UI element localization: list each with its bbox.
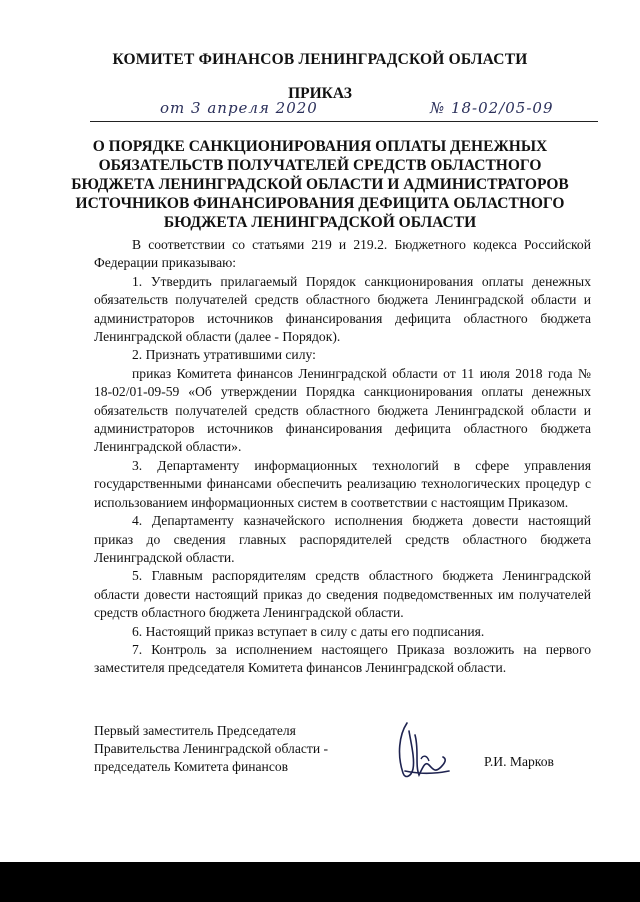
document-body <box>94 236 591 678</box>
scan-bottom-border <box>0 862 640 902</box>
title-line: ОБЯЗАТЕЛЬСТВ ПОЛУЧАТЕЛЕЙ СРЕДСТВ ОБЛАСТНОГО <box>98 157 542 174</box>
position-line: Первый заместитель Председателя <box>94 723 296 738</box>
signer-position <box>94 722 328 776</box>
committee-header: КОМИТЕТ ФИНАНСОВ ЛЕНИНГРАДСКОЙ ОБЛАСТИ <box>112 51 528 68</box>
position-line: Правительства Ленинградской области - <box>94 741 329 756</box>
item-4: 4. Департаменту казначейского исполнения бюджета довести настоящий приказ до сведения главных распорядителей средств областного бюджета Ленинградской области. <box>94 513 591 565</box>
intro-paragraph: В соответствии со статьями 219 и 219.2. Бюджетного кодекса Российской Федерации приказываю: <box>94 237 591 271</box>
handwritten-date: от 3 апреля 2020 <box>160 99 318 117</box>
item-5: 5. Главным распорядителям средств областного бюджета Ленинградской области довести настоящий приказ до сведения подведомственных им получателей средств областного бюджета Ленинградской области. <box>94 568 591 621</box>
item-2-text: приказ Комитета финансов Ленинградской области от 11 июля 2018 года № 18-02/01-09-59 «Об утверждении Порядка санкционирования оплаты денежных обязательств получателей средств областного бюджета Ленинградской области и администраторов источников финансирования дефицита областного бюджета Ленинградской области». <box>94 365 591 455</box>
item-7: 7. Контроль за исполнением настоящего Приказа возложить на первого заместителя председателя Комитета финансов Ленинградской области. <box>94 641 591 676</box>
signer-name: Р.И. Марков <box>484 754 554 769</box>
date-number-line <box>90 99 598 122</box>
item-6: 6. Настоящий приказ вступает в силу с даты его подписания. <box>132 623 485 639</box>
handwritten-number: № 18-02/05-09 <box>430 99 554 117</box>
title-line: БЮДЖЕТА ЛЕНИНГРАДСКОЙ ОБЛАСТИ <box>163 214 477 231</box>
title-line: ИСТОЧНИКОВ ФИНАНСИРОВАНИЯ ДЕФИЦИТА ОБЛАСТНОГО <box>75 195 565 212</box>
document-title <box>70 137 570 232</box>
item-3: 3. Департаменту информационных технологий в сфере управления государственными финансами обеспечить реализацию технологических процедур с использованием информационных систем в соответствии с настоящим Приказом. <box>94 457 591 510</box>
item-1: 1. Утвердить прилагаемый Порядок санкционирования оплаты денежных обязательств получателей средств областного бюджета Ленинградской области и администраторов источников финансирования дефицита областного бюджета Ленинградской области (далее - Порядок). <box>94 273 591 345</box>
handwritten-signature <box>385 715 455 785</box>
order-label: ПРИКАЗ <box>288 85 352 102</box>
title-line: БЮДЖЕТА ЛЕНИНГРАДСКОЙ ОБЛАСТИ И АДМИНИСТРАТОРОВ <box>71 176 569 193</box>
item-2: 2. Признать утратившими силу: <box>132 347 316 363</box>
position-line: председатель Комитета финансов <box>94 759 289 774</box>
title-line: О ПОРЯДКЕ САНКЦИОНИРОВАНИЯ ОПЛАТЫ ДЕНЕЖНЫХ <box>92 138 548 155</box>
